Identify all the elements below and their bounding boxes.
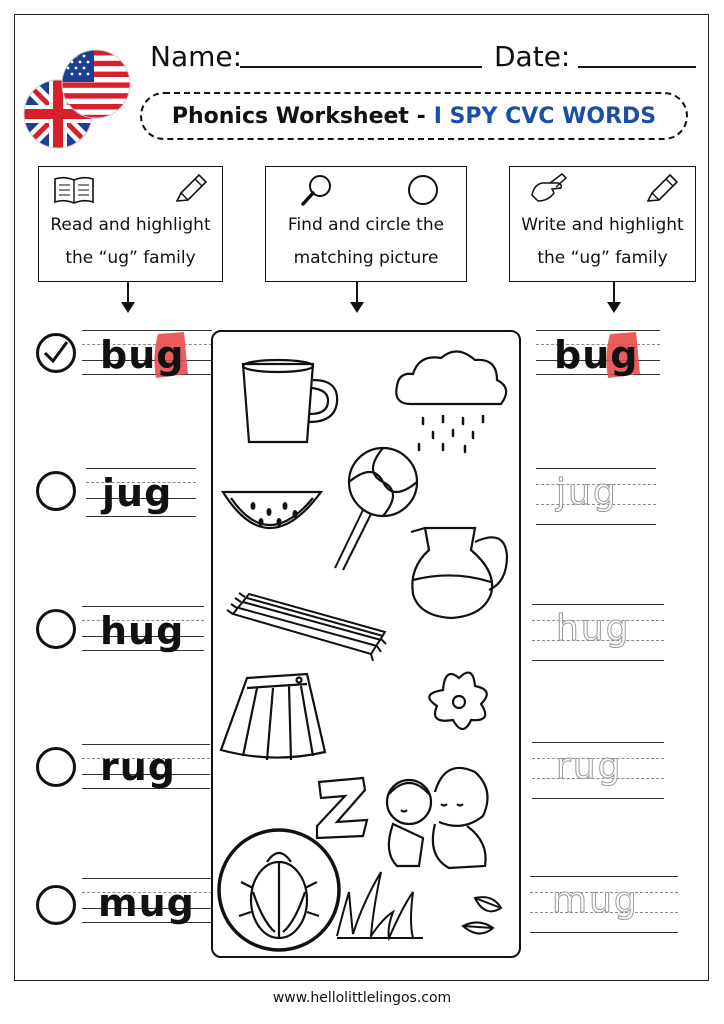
ladybug-picture — [219, 830, 339, 950]
name-field[interactable] — [240, 66, 482, 68]
mug-picture — [243, 360, 337, 442]
lollipop-picture — [335, 448, 417, 570]
answer-circle[interactable] — [36, 471, 76, 511]
arrow-down — [613, 282, 615, 304]
arrow-down — [127, 282, 129, 304]
title-accent: I SPY CVC WORDS — [433, 103, 657, 129]
checkmark-icon — [39, 336, 73, 370]
instruction-line: the “ug” family — [537, 248, 668, 268]
trace-word-rug: rug — [556, 746, 623, 787]
magnifier-icon — [300, 173, 334, 207]
trace-word-mug: mug — [552, 880, 639, 921]
worksheet-title — [140, 92, 688, 140]
word-hug: hug — [100, 609, 185, 653]
answer-circle[interactable] — [36, 609, 76, 649]
instruction-box-write — [509, 166, 696, 282]
instruction-line: the “ug” family — [65, 248, 196, 268]
instruction-line: Read and highlight — [50, 215, 211, 235]
grass-picture — [337, 872, 423, 938]
flags-logo — [18, 44, 138, 154]
instruction-line: Write and highlight — [521, 215, 684, 235]
rain-cloud-picture — [396, 351, 506, 452]
flower-picture — [429, 673, 486, 729]
date-field[interactable] — [578, 66, 696, 68]
letter-z-picture — [317, 778, 367, 838]
footer-url[interactable]: www.hellolittlelingos.com — [272, 990, 452, 1006]
pencil-icon — [173, 173, 209, 205]
name-label: Name: — [150, 40, 243, 73]
answer-circle-checked[interactable] — [36, 333, 76, 373]
watermelon-picture — [223, 492, 321, 528]
title-main: Phonics Worksheet - — [171, 103, 426, 129]
word-mug: mug — [98, 881, 195, 925]
written-word-bug: bug — [554, 333, 639, 377]
picture-panel — [211, 330, 521, 958]
book-icon — [53, 175, 95, 205]
pencil-icon — [644, 173, 680, 205]
instruction-box-read — [38, 166, 223, 282]
trace-word-hug: hug — [556, 608, 631, 649]
arrow-down-head — [350, 302, 364, 313]
hand-writing-icon — [528, 173, 570, 207]
instruction-line: Find and circle the — [287, 215, 445, 235]
instruction-line: matching picture — [293, 248, 439, 268]
jug-picture — [411, 528, 507, 618]
answer-circle[interactable] — [36, 885, 76, 925]
word-jug: jug — [102, 471, 173, 515]
trace-word-jug: jug — [556, 472, 618, 513]
skirt-picture — [221, 674, 325, 760]
arrow-down-head — [607, 302, 621, 313]
word-rug: rug — [100, 745, 176, 789]
word-bug: bug — [100, 333, 185, 377]
circle-icon — [406, 173, 440, 207]
rug-picture — [227, 593, 386, 661]
instruction-box-find — [265, 166, 467, 282]
children-hugging-picture — [387, 768, 488, 868]
leaves-picture — [463, 897, 501, 933]
date-label: Date: — [494, 40, 571, 73]
arrow-down — [356, 282, 358, 304]
answer-circle[interactable] — [36, 747, 76, 787]
arrow-down-head — [121, 302, 135, 313]
